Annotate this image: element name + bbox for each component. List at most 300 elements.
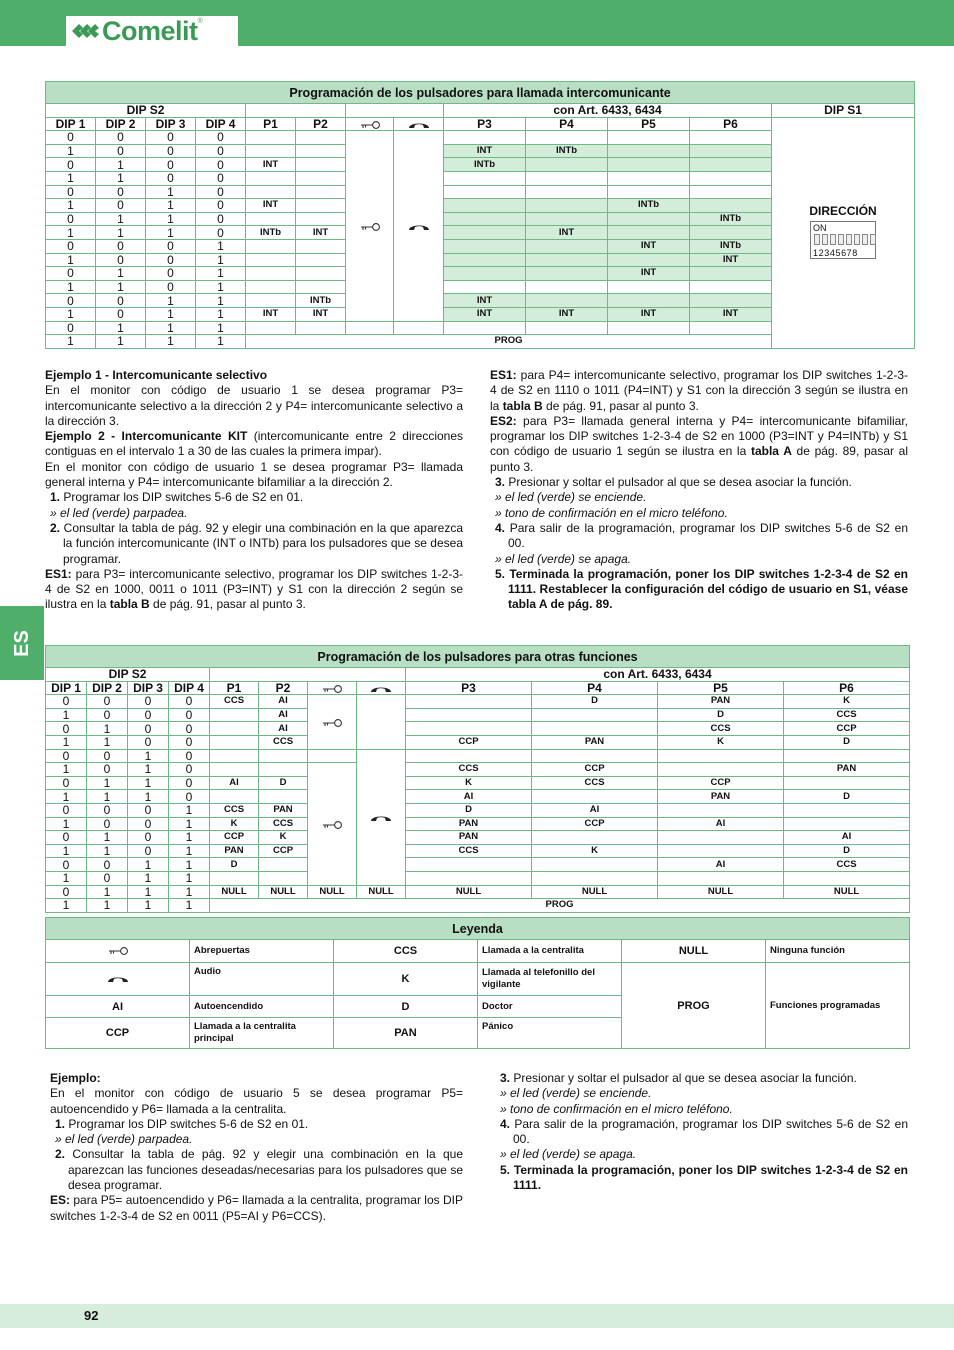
legend-code: CCP	[46, 1018, 190, 1049]
dip-value: 0	[96, 199, 146, 213]
p1-cell	[246, 294, 296, 308]
dip-value: 1	[196, 307, 246, 321]
dip-value: 0	[128, 817, 169, 831]
text-paragraph: ES1: para P4= intercomunicante selectivo, programar los DIP switches 1-2-3-4 de S2 en 1110 o 1011 (P4=INT) y S1 con la dirección 3 según se ilustra en la tabla B de pág. 91, pasar al punto 3.	[490, 368, 908, 413]
p2-cell: K	[259, 831, 308, 845]
p2-cell	[296, 199, 346, 213]
dip-value: 1	[169, 885, 210, 899]
p2-cell	[296, 144, 346, 158]
p6-cell: INTb	[690, 212, 772, 226]
p6-cell: NULL	[784, 885, 910, 899]
dip-value: 1	[46, 280, 96, 294]
dip-value: 1	[196, 321, 246, 335]
brand-logo	[66, 16, 238, 46]
dip-value: 0	[146, 131, 196, 145]
dip-value: 1	[46, 790, 87, 804]
legend-table	[45, 917, 910, 1049]
dip-value: 0	[146, 280, 196, 294]
p4-cell	[526, 321, 608, 335]
legend-code: K	[334, 963, 478, 996]
p4-cell: AI	[532, 803, 658, 817]
dip-value: 1	[96, 335, 146, 349]
dip-value: 0	[96, 185, 146, 199]
p2-cell: INTb	[296, 294, 346, 308]
p4-cell	[532, 722, 658, 736]
p5-cell: INT	[608, 307, 690, 321]
key-icon	[321, 718, 343, 728]
dip-value: 1	[46, 199, 96, 213]
table-row	[46, 803, 910, 817]
header-art: con Art. 6433, 6434	[444, 104, 772, 118]
p4-cell	[526, 185, 608, 199]
p1-cell: INT	[246, 199, 296, 213]
door-lock-cell	[308, 695, 357, 749]
p6-cell: CCS	[784, 858, 910, 872]
p1-cell: K	[210, 817, 259, 831]
dip-value: 0	[96, 131, 146, 145]
p1-cell: INT	[246, 307, 296, 321]
legend-desc: Ninguna función	[766, 940, 910, 963]
dip-value: 0	[169, 790, 210, 804]
dip-value: 0	[128, 735, 169, 749]
dip-value: 1	[87, 776, 128, 790]
p6-cell: INT	[690, 253, 772, 267]
col-header: DIP 4	[196, 117, 246, 131]
dip-value: 1	[87, 790, 128, 804]
handset-icon	[106, 974, 130, 984]
p1-cell	[210, 763, 259, 777]
table-row	[46, 871, 910, 885]
col-header: P4	[526, 117, 608, 131]
handset-icon	[407, 120, 431, 130]
p5-cell: PAN	[658, 695, 784, 709]
dip-value: 1	[196, 335, 246, 349]
p2-cell	[259, 749, 308, 763]
col-header: DIP 2	[96, 117, 146, 131]
intercom-table	[45, 81, 915, 349]
p6-cell	[690, 144, 772, 158]
dip-value: 0	[196, 199, 246, 213]
p6-cell	[784, 871, 910, 885]
dip-value: 0	[96, 239, 146, 253]
dip-value: 0	[46, 695, 87, 709]
p2-cell	[296, 280, 346, 294]
table-row	[46, 776, 910, 790]
col-header: DIP 2	[87, 681, 128, 695]
p1-cell: AI	[210, 776, 259, 790]
p1-cell	[246, 144, 296, 158]
key-icon	[321, 684, 343, 694]
door-lock-cell	[308, 749, 357, 763]
p5-cell	[608, 226, 690, 240]
text-paragraph: ES2: para P3= llamada general interna y P4= intercomunicante bifamiliar, programar los DIP switches 1-2-3-4 de S2 en 1000 (P3=INT y P4=INTb) y S1 con código de usuario 1 según se ilustra en la tabla A de pág. 89, pasar al punto 3.	[490, 413, 909, 474]
dip-value: 0	[128, 708, 169, 722]
p1-cell	[210, 708, 259, 722]
p2-cell	[296, 267, 346, 281]
registered-mark: ®	[197, 18, 203, 25]
dip-value: 1	[87, 885, 128, 899]
dip-value: 0	[146, 267, 196, 281]
p3-cell	[444, 199, 526, 213]
p6-cell: D	[784, 790, 910, 804]
col-header: P6	[784, 681, 910, 695]
door-lock-cell	[308, 763, 357, 885]
p5-cell: INT	[608, 239, 690, 253]
p6-cell: K	[784, 695, 910, 709]
prog-cell: PROG	[246, 335, 772, 349]
dip-value: 0	[169, 722, 210, 736]
dip-value: 1	[87, 735, 128, 749]
dip-value: 1	[169, 803, 210, 817]
text-paragraph: 4. Para salir de la programación, programar los DIP switches 5-6 de S2 en 00.	[495, 520, 908, 551]
note-line: » el led (verde) se enciende.	[495, 490, 647, 505]
p4-cell	[526, 294, 608, 308]
text-paragraph: ES: para P5= autoencendido y P6= llamada a la centralita, programar los DIP switches 1-2-3-4 de S2 en 0011 (P5=AI y P6=CCS).	[50, 1193, 463, 1223]
dip-value: 1	[46, 307, 96, 321]
p2-cell: CCS	[259, 817, 308, 831]
dip-value: 0	[169, 695, 210, 709]
p6-cell: AI	[784, 831, 910, 845]
text-paragraph: 1. Programar los DIP switches 5-6 de S2 en 01.	[55, 1116, 309, 1131]
p3-cell	[406, 695, 532, 709]
dip-value: 1	[46, 871, 87, 885]
functions-table	[45, 645, 910, 913]
text-paragraph: En el monitor con código de usuario 5 se desea programar P5= autoencendido y P6= llamada a la centralita.	[50, 1086, 463, 1116]
p1-cell	[210, 722, 259, 736]
table-row	[46, 763, 910, 777]
dip-value: 1	[46, 708, 87, 722]
col-header: P3	[406, 681, 532, 695]
table-row	[46, 844, 910, 858]
dip-value: 0	[87, 695, 128, 709]
dip-value: 0	[46, 294, 96, 308]
p3-cell: CCS	[406, 763, 532, 777]
p1-cell: INT	[246, 158, 296, 172]
text-paragraph: 3. Presionar y soltar el pulsador al que se desea asociar la función.	[495, 475, 852, 490]
p1-cell	[246, 321, 296, 335]
p3-cell	[444, 280, 526, 294]
text-paragraph: 4. Para salir de la programación, programar los DIP switches 5-6 de S2 en 00.	[500, 1116, 908, 1147]
dip-value: 0	[46, 239, 96, 253]
header-art: con Art. 6433, 6434	[406, 668, 910, 682]
p3-cell	[406, 708, 532, 722]
p4-cell	[526, 131, 608, 145]
p3-cell: INT	[444, 307, 526, 321]
p3-cell	[444, 253, 526, 267]
p2-cell	[259, 871, 308, 885]
dip-value: 1	[46, 817, 87, 831]
col-header: P2	[296, 117, 346, 131]
col-header: P5	[658, 681, 784, 695]
header-dip-s1: DIP S1	[772, 104, 915, 118]
note-line: » el led (verde) se apaga.	[495, 551, 632, 566]
p2-cell	[259, 858, 308, 872]
p4-cell	[532, 749, 658, 763]
table-row	[46, 708, 910, 722]
p6-cell: D	[784, 844, 910, 858]
p3-cell	[406, 749, 532, 763]
p5-cell: NULL	[658, 885, 784, 899]
p5-cell	[658, 749, 784, 763]
handset-icon	[369, 813, 393, 823]
dip-value: 0	[196, 144, 246, 158]
legend-desc: Llamada a la centralita	[478, 940, 622, 963]
p5-cell	[608, 294, 690, 308]
dip-value: 1	[196, 267, 246, 281]
p5-cell: CCS	[658, 722, 784, 736]
text-paragraph: En el monitor con código de usuario 1 se desea programar P3= llamada general interna y P4= intercomunicante bifamiliar a la dirección 2.	[45, 459, 463, 490]
door-lock-cell	[346, 131, 394, 321]
text-paragraph: 5. Terminada la programación, poner los DIP switches 1-2-3-4 de S2 en 1111. Restablecer la configuración del código de usuario en S1, véase tabla A de pág. 89.	[495, 566, 908, 612]
p1-cell: CCS	[210, 695, 259, 709]
table-row	[46, 695, 910, 709]
p3-cell	[444, 226, 526, 240]
p3-cell: INT	[444, 144, 526, 158]
key-icon	[107, 946, 129, 956]
table-row	[46, 899, 910, 913]
dip-value: 1	[96, 171, 146, 185]
p3-cell: INTb	[444, 158, 526, 172]
p1-cell	[246, 171, 296, 185]
dip-value: 1	[169, 844, 210, 858]
dip-value: 0	[146, 171, 196, 185]
dip-value: 1	[146, 185, 196, 199]
p1-cell: INTb	[246, 226, 296, 240]
p5-cell: CCP	[658, 776, 784, 790]
p4-cell	[532, 871, 658, 885]
legend-desc: Autoencendido	[190, 996, 334, 1018]
p4-cell: INTb	[526, 144, 608, 158]
p3-cell: D	[406, 803, 532, 817]
header-dip-s2: DIP S2	[46, 104, 246, 118]
p5-cell	[658, 763, 784, 777]
p1-cell	[210, 871, 259, 885]
p6-cell: INTb	[690, 239, 772, 253]
text-paragraph: 5. Terminada la programación, poner los DIP switches 1-2-3-4 de S2 en 1111.	[500, 1162, 908, 1193]
dip-value: 1	[46, 763, 87, 777]
dip-value: 0	[169, 735, 210, 749]
table-row	[46, 831, 910, 845]
col-header: P4	[532, 681, 658, 695]
dip-value: 0	[146, 158, 196, 172]
note-line: » tono de confirmación en el micro teléfono.	[500, 1101, 733, 1116]
comelit-mark-icon	[70, 20, 100, 42]
p6-cell	[690, 158, 772, 172]
dip-value: 0	[46, 185, 96, 199]
legend-code: NULL	[622, 940, 766, 963]
dip-value: 1	[46, 171, 96, 185]
p4-cell: CCP	[532, 817, 658, 831]
p5-cell	[658, 871, 784, 885]
p5-cell: K	[658, 735, 784, 749]
col-header: DIP 3	[146, 117, 196, 131]
p2-cell	[296, 321, 346, 335]
p6-cell	[690, 199, 772, 213]
legend-desc: Funciones programadas	[766, 963, 910, 1049]
page-footer	[0, 1304, 954, 1328]
p2-cell: CCP	[259, 844, 308, 858]
legend-desc: Audio	[190, 963, 334, 996]
dip-value: 1	[96, 212, 146, 226]
p5-cell: AI	[658, 858, 784, 872]
intercom-example-right	[490, 368, 908, 613]
dip-value: 0	[87, 708, 128, 722]
dip-value: 1	[46, 899, 87, 913]
p4-cell: K	[532, 844, 658, 858]
col-audio	[357, 681, 406, 695]
table-title: Programación de los pulsadores para otras funciones	[46, 646, 910, 668]
p1-cell: D	[210, 858, 259, 872]
dip-value: 0	[46, 158, 96, 172]
p1-cell	[246, 253, 296, 267]
dip-value: 0	[46, 267, 96, 281]
dip-value: 0	[96, 144, 146, 158]
p2-cell: AI	[259, 695, 308, 709]
p6-cell	[784, 817, 910, 831]
p3-cell	[444, 239, 526, 253]
p6-cell	[784, 749, 910, 763]
page-number: 92	[84, 1308, 99, 1323]
p5-cell: AI	[658, 817, 784, 831]
p3-cell	[444, 185, 526, 199]
dip-value: 1	[146, 307, 196, 321]
p5-cell	[608, 144, 690, 158]
dip-value: 0	[196, 171, 246, 185]
p6-cell	[690, 131, 772, 145]
p3-cell	[444, 171, 526, 185]
dip-value: 0	[146, 253, 196, 267]
p1-cell	[246, 131, 296, 145]
p3-cell: NULL	[406, 885, 532, 899]
dip-value: 1	[169, 831, 210, 845]
p5-cell	[608, 185, 690, 199]
table-row	[46, 749, 910, 763]
p4-cell	[526, 267, 608, 281]
text-paragraph: ES1: para P3= intercomunicante selectivo, programar los DIP switches 1-2-3-4 de S2 en 1000, 0011 o 1011 (P3=INT) y S1 con la dirección 2 según se ilustra en la tabla B de pág. 91, pasar al punto 3.	[45, 566, 463, 612]
col-audio	[394, 117, 444, 131]
note-line: » tono de confirmación en el micro teléfono.	[495, 505, 728, 520]
dip-value: 0	[46, 722, 87, 736]
p4-cell: NULL	[532, 885, 658, 899]
p5-cell	[658, 803, 784, 817]
p4-cell: D	[532, 695, 658, 709]
p2-cell	[296, 158, 346, 172]
p4-cell	[526, 253, 608, 267]
dip-value: 0	[196, 185, 246, 199]
dip-value: 1	[128, 763, 169, 777]
dip-value: 0	[87, 763, 128, 777]
p2-cell: D	[259, 776, 308, 790]
dip-value: 0	[46, 885, 87, 899]
functions-example-right	[495, 1071, 908, 1193]
p2-cell: INT	[296, 226, 346, 240]
p3-cell: AI	[406, 790, 532, 804]
dip-value: 0	[169, 763, 210, 777]
dip-value: 0	[46, 776, 87, 790]
p2-cell	[296, 171, 346, 185]
p4-cell: CCS	[532, 776, 658, 790]
legend-desc: Abrepuertas	[190, 940, 334, 963]
col-header: DIP 4	[169, 681, 210, 695]
dip-value: 1	[146, 212, 196, 226]
dip-value: 0	[46, 212, 96, 226]
header-bar	[0, 0, 954, 46]
dip-value: 0	[46, 858, 87, 872]
p1-cell: NULL	[210, 885, 259, 899]
p3-cell	[444, 131, 526, 145]
audio-cell	[394, 321, 444, 335]
p3-cell	[444, 267, 526, 281]
legend-code: AI	[46, 996, 190, 1018]
p5-cell	[608, 253, 690, 267]
legend-code: CCS	[334, 940, 478, 963]
p3-cell: K	[406, 776, 532, 790]
p2-cell: PAN	[259, 803, 308, 817]
p3-cell: CCP	[406, 735, 532, 749]
legend-key	[46, 940, 190, 963]
p2-cell: AI	[259, 708, 308, 722]
table-title: Programación de los pulsadores para llamada intercomunicante	[46, 82, 915, 104]
p6-cell	[784, 776, 910, 790]
dip-value: 1	[46, 735, 87, 749]
legend-desc: Llamada al telefonillo del vigilante	[478, 963, 622, 996]
dip-value: 0	[128, 803, 169, 817]
p3-cell: INT	[444, 294, 526, 308]
p1-cell	[210, 790, 259, 804]
p6-cell: D	[784, 735, 910, 749]
note-line: » el led (verde) se apaga.	[500, 1147, 637, 1162]
text-paragraph: 1. Programar los DIP switches 5-6 de S2 en 01.	[50, 490, 304, 505]
dip-value: 0	[96, 294, 146, 308]
dip-value: 0	[46, 321, 96, 335]
dip-value: 1	[146, 226, 196, 240]
dip-value: 1	[146, 321, 196, 335]
col-header: P1	[210, 681, 259, 695]
p2-cell: AI	[259, 722, 308, 736]
dip-value: 0	[196, 158, 246, 172]
dip-value: 1	[96, 267, 146, 281]
p4-cell: PAN	[532, 735, 658, 749]
p5-cell	[608, 212, 690, 226]
p6-cell: PAN	[784, 763, 910, 777]
p5-cell	[658, 844, 784, 858]
note-line: » el led (verde) parpadea.	[50, 505, 188, 520]
dip-value: 0	[196, 212, 246, 226]
dip-value: 1	[196, 239, 246, 253]
dip-value: 0	[96, 307, 146, 321]
p3-cell	[444, 321, 526, 335]
p4-cell: INT	[526, 226, 608, 240]
col-door-lock	[308, 681, 357, 695]
p5-cell	[608, 171, 690, 185]
dip-value: 0	[87, 858, 128, 872]
p4-cell	[526, 280, 608, 294]
dip-value: 1	[196, 253, 246, 267]
p1-cell	[246, 239, 296, 253]
p2-cell	[296, 212, 346, 226]
p5-cell	[608, 280, 690, 294]
p5-cell: INTb	[608, 199, 690, 213]
dip-value: 1	[96, 158, 146, 172]
text-paragraph: Ejemplo 2 - Intercomunicante KIT (intercomunicante entre 2 direcciones contiguas en el intervalo 1 a 30 de las cuales la primera impar).	[45, 429, 463, 459]
legend-desc: Llamada a la centralita principal	[190, 1018, 334, 1049]
language-tab-label: ES	[10, 629, 33, 657]
dip-value: 1	[46, 844, 87, 858]
dip-value: 1	[169, 899, 210, 913]
brand-name: Comelit	[102, 15, 198, 46]
note-line: » el led (verde) parpadea.	[55, 1132, 193, 1147]
dip-value: 1	[87, 722, 128, 736]
